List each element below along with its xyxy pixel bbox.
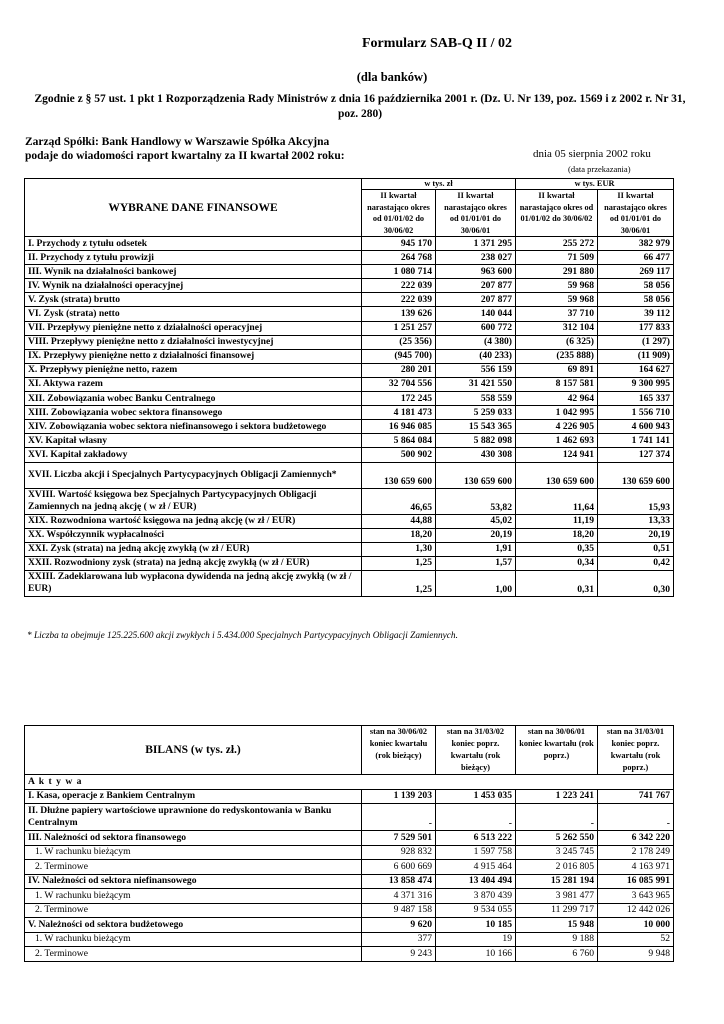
cell-value: - — [598, 804, 674, 831]
cell-value: 207 877 — [436, 293, 516, 307]
table-row — [25, 335, 674, 349]
group-eur-header: w tys. EUR — [516, 179, 674, 190]
cell-value: 164 627 — [598, 363, 674, 377]
table-row — [25, 349, 674, 363]
cell-value: 139 626 — [362, 307, 436, 321]
cell-value: 928 832 — [362, 845, 436, 860]
cell-value: 46,65 — [362, 488, 436, 514]
table-row — [25, 406, 674, 420]
cell-value: 1 223 241 — [516, 789, 598, 804]
form-subtitle: (dla banków) — [356, 70, 428, 84]
cell-value: 31 421 550 — [436, 377, 516, 391]
cell-value: 1,25 — [362, 556, 436, 570]
legal-basis: Zgodnie z § 57 ust. 1 pkt 1 Rozporządzenia Rady Ministrów z dnia 16 października 2001 r. (Dz. U. Nr 139, poz. 1569 i z 2002 r. Nr 31, poz. 280) — [34, 93, 686, 120]
table-row — [25, 570, 674, 596]
row-label: XVII. Liczba akcji i Specjalnych Partycypacyjnych Obligacji Zamiennych* — [25, 462, 362, 488]
section-row — [25, 775, 674, 790]
cell-value: 1 139 203 — [362, 789, 436, 804]
table-row — [25, 918, 674, 933]
cell-value: 20,19 — [598, 528, 674, 542]
cell-value: 58 056 — [598, 279, 674, 293]
financial-group-header-row — [25, 179, 674, 190]
cell-value: 10 000 — [598, 918, 674, 933]
table-row — [25, 251, 674, 265]
cell-value: (945 700) — [362, 349, 436, 363]
cell-value: 3 870 439 — [436, 889, 516, 904]
table-row — [25, 462, 674, 488]
cell-value: 1 080 714 — [362, 265, 436, 279]
cell-value: - — [516, 804, 598, 831]
cell-value: 1 371 295 — [436, 237, 516, 251]
row-label: XXI. Zysk (strata) na jedną akcję zwykłą (w zł / EUR) — [25, 542, 362, 556]
row-label: III. Wynik na działalności bankowej — [25, 265, 362, 279]
cell-value: 4 371 316 — [362, 889, 436, 904]
cell-value: 4 600 943 — [598, 420, 674, 434]
cell-value: 1 042 995 — [516, 406, 598, 420]
row-label: XI. Aktywa razem — [25, 377, 362, 391]
row-label: III. Należności od sektora finansowego — [25, 831, 362, 846]
cell-value: 39 112 — [598, 307, 674, 321]
cell-value: 741 767 — [598, 789, 674, 804]
row-label: XXIII. Zadeklarowana lub wypłacona dywidenda na jedną akcję zwykłą (w zł / EUR) — [25, 570, 362, 596]
cell-value: 945 170 — [362, 237, 436, 251]
row-label: 2. Terminowe — [25, 860, 362, 875]
cell-value: 71 509 — [516, 251, 598, 265]
cell-value: 6 513 222 — [436, 831, 516, 846]
cell-value: 53,82 — [436, 488, 516, 514]
table-row — [25, 789, 674, 804]
cell-value: - — [362, 804, 436, 831]
row-label: XIV. Zobowiązania wobec sektora niefinansowego i sektora budżetowego — [25, 420, 362, 434]
report-date: dnia 05 sierpnia 2002 roku — [533, 148, 651, 160]
row-label: XX. Współczynnik wypłacalności — [25, 528, 362, 542]
company-block — [25, 135, 345, 163]
cell-value: 7 529 501 — [362, 831, 436, 846]
cell-value: 127 374 — [598, 448, 674, 462]
cell-value: 382 979 — [598, 237, 674, 251]
cell-value: 11,19 — [516, 514, 598, 528]
cell-value: - — [436, 804, 516, 831]
row-label: XIX. Rozwodniona wartość księgowa na jedną akcję (w zł / EUR) — [25, 514, 362, 528]
column-header: II kwartał narastająco okres od 01/01/02 do 30/06/02 — [516, 190, 598, 237]
table-row — [25, 293, 674, 307]
cell-value: 130 659 600 — [598, 462, 674, 488]
table-row — [25, 514, 674, 528]
cell-value: 9 487 158 — [362, 903, 436, 918]
row-label: VII. Przepływy pieniężne netto z działalności operacyjnej — [25, 321, 362, 335]
cell-value: 222 039 — [362, 293, 436, 307]
table-row — [25, 542, 674, 556]
cell-value: 177 833 — [598, 321, 674, 335]
cell-value: 280 201 — [362, 363, 436, 377]
table-row — [25, 434, 674, 448]
cell-value: 19 — [436, 932, 516, 947]
row-label: IX. Przepływy pieniężne netto z działalności finansowej — [25, 349, 362, 363]
row-label: II. Przychody z tytułu prowizji — [25, 251, 362, 265]
cell-value: 9 620 — [362, 918, 436, 933]
row-label: XVI. Kapitał zakładowy — [25, 448, 362, 462]
cell-value: 9 300 995 — [598, 377, 674, 391]
cell-value: 1 453 035 — [436, 789, 516, 804]
cell-value: 124 941 — [516, 448, 598, 462]
cell-value: 556 159 — [436, 363, 516, 377]
cell-value: (1 297) — [598, 335, 674, 349]
table-row — [25, 420, 674, 434]
row-label: 1. W rachunku bieżącym — [25, 845, 362, 860]
table-row — [25, 932, 674, 947]
column-header: II kwartał narastająco okres od 01/01/01 do 30/06/01 — [598, 190, 674, 237]
cell-value: 52 — [598, 932, 674, 947]
financial-table-body — [25, 237, 674, 597]
table-row — [25, 845, 674, 860]
cell-value: 0,51 — [598, 542, 674, 556]
cell-value: 59 968 — [516, 279, 598, 293]
cell-value: 5 882 098 — [436, 434, 516, 448]
cell-value: 5 262 550 — [516, 831, 598, 846]
cell-value: 130 659 600 — [362, 462, 436, 488]
cell-value: 13 858 474 — [362, 874, 436, 889]
cell-value: 18,20 — [516, 528, 598, 542]
report-date-note: (data przekazania) — [568, 164, 631, 174]
cell-value: 291 880 — [516, 265, 598, 279]
row-label: 1. W rachunku bieżącym — [25, 889, 362, 904]
cell-value: 66 477 — [598, 251, 674, 265]
cell-value: 3 245 745 — [516, 845, 598, 860]
cell-value: (6 325) — [516, 335, 598, 349]
table-row — [25, 874, 674, 889]
cell-value: 6 600 669 — [362, 860, 436, 875]
cell-value: 255 272 — [516, 237, 598, 251]
row-label: VI. Zysk (strata) netto — [25, 307, 362, 321]
column-header: stan na 30/06/01 koniec kwartału (rok poprz.) — [516, 726, 598, 775]
cell-value: 9 948 — [598, 947, 674, 962]
cell-value: (25 356) — [362, 335, 436, 349]
cell-value: 377 — [362, 932, 436, 947]
cell-value: 1 556 710 — [598, 406, 674, 420]
cell-value: 0,35 — [516, 542, 598, 556]
cell-value: 8 157 581 — [516, 377, 598, 391]
column-header: II kwartał narastająco okres od 01/01/01 do 30/06/01 — [436, 190, 516, 237]
cell-value: 59 968 — [516, 293, 598, 307]
row-label: 2. Terminowe — [25, 947, 362, 962]
cell-value: 3 643 965 — [598, 889, 674, 904]
cell-value: 1,25 — [362, 570, 436, 596]
row-label: XIII. Zobowiązania wobec sektora finansowego — [25, 406, 362, 420]
cell-value: 222 039 — [362, 279, 436, 293]
financial-table-title: WYBRANE DANE FINANSOWE — [25, 179, 362, 237]
cell-value: 9 534 055 — [436, 903, 516, 918]
row-label: IV. Należności od sektora niefinansowego — [25, 874, 362, 889]
cell-value: 312 104 — [516, 321, 598, 335]
balance-table-title: BILANS (w tys. zł.) — [25, 726, 362, 775]
cell-value: 15,93 — [598, 488, 674, 514]
cell-value: 600 772 — [436, 321, 516, 335]
cell-value: 130 659 600 — [436, 462, 516, 488]
cell-value: 10 166 — [436, 947, 516, 962]
table-row — [25, 831, 674, 846]
cell-value: (11 909) — [598, 349, 674, 363]
table-row — [25, 237, 674, 251]
cell-value: 1,91 — [436, 542, 516, 556]
cell-value: 15 543 365 — [436, 420, 516, 434]
table-row — [25, 363, 674, 377]
cell-value: 4 226 905 — [516, 420, 598, 434]
cell-value: 4 163 971 — [598, 860, 674, 875]
balance-sheet-table — [24, 725, 674, 962]
cell-value: 1 251 257 — [362, 321, 436, 335]
cell-value: 13,33 — [598, 514, 674, 528]
table-row — [25, 377, 674, 391]
cell-value: 9 188 — [516, 932, 598, 947]
row-label: 1. W rachunku bieżącym — [25, 932, 362, 947]
cell-value: 1 597 758 — [436, 845, 516, 860]
row-label: XVIII. Wartość księgowa bez Specjalnych Partycypacyjnych Obligacji Zamiennych na jedną akcję ( w zł / EUR) — [25, 488, 362, 514]
row-label: XII. Zobowiązania wobec Banku Centralnego — [25, 392, 362, 406]
cell-value: 1 741 141 — [598, 434, 674, 448]
cell-value: 18,20 — [362, 528, 436, 542]
company-line: Zarząd Spółki: Bank Handlowy w Warszawie Spółka Akcyjna — [25, 136, 330, 148]
cell-value: 165 337 — [598, 392, 674, 406]
cell-value: 16 085 991 — [598, 874, 674, 889]
table-row — [25, 488, 674, 514]
financial-data-table — [24, 178, 674, 597]
cell-value: (235 888) — [516, 349, 598, 363]
cell-value: 238 027 — [436, 251, 516, 265]
cell-value: 130 659 600 — [516, 462, 598, 488]
cell-value: 45,02 — [436, 514, 516, 528]
column-header: II kwartał narastająco okres od 01/01/02 do 30/06/02 — [362, 190, 436, 237]
table-row — [25, 279, 674, 293]
table-row — [25, 947, 674, 962]
balance-header-row — [25, 726, 674, 775]
cell-value: 16 946 085 — [362, 420, 436, 434]
cell-value: 6 342 220 — [598, 831, 674, 846]
cell-value: 1 462 693 — [516, 434, 598, 448]
cell-value: 140 044 — [436, 307, 516, 321]
report-line: podaje do wiadomości raport kwartalny za II kwartał 2002 roku: — [25, 150, 345, 162]
cell-value: 37 710 — [516, 307, 598, 321]
cell-value: 3 981 477 — [516, 889, 598, 904]
cell-value: (4 380) — [436, 335, 516, 349]
cell-value: 11 299 717 — [516, 903, 598, 918]
column-header: stan na 31/03/01 koniec poprz. kwartału (rok poprz.) — [598, 726, 674, 775]
cell-value: 0,31 — [516, 570, 598, 596]
cell-value: 5 864 084 — [362, 434, 436, 448]
cell-value: 9 243 — [362, 947, 436, 962]
cell-value: 1,57 — [436, 556, 516, 570]
row-label: I. Kasa, operacje z Bankiem Centralnym — [25, 789, 362, 804]
cell-value: 32 704 556 — [362, 377, 436, 391]
balance-table-body — [25, 789, 674, 961]
table-row — [25, 528, 674, 542]
table-row — [25, 448, 674, 462]
cell-value: 10 185 — [436, 918, 516, 933]
cell-value: 1,30 — [362, 542, 436, 556]
cell-value: 172 245 — [362, 392, 436, 406]
cell-value: 207 877 — [436, 279, 516, 293]
cell-value: 1,00 — [436, 570, 516, 596]
column-header: stan na 31/03/02 koniec poprz. kwartału (rok bieżący) — [436, 726, 516, 775]
table-row — [25, 889, 674, 904]
cell-value: 42 964 — [516, 392, 598, 406]
table-row — [25, 321, 674, 335]
table-row — [25, 804, 674, 831]
cell-value: 69 891 — [516, 363, 598, 377]
row-label: 2. Terminowe — [25, 903, 362, 918]
table-row — [25, 307, 674, 321]
group-pln-header: w tys. zł — [362, 179, 516, 190]
cell-value: 2 016 805 — [516, 860, 598, 875]
row-label: II. Dłużne papiery wartościowe uprawnione do redyskontowania w Banku Centralnym — [25, 804, 362, 831]
footnote: * Liczba ta obejmuje 125.225.600 akcji zwykłych i 5.434.000 Specjalnych Partycypacyjnych Obligacji Zamiennych. — [27, 631, 458, 641]
table-row — [25, 860, 674, 875]
cell-value: 0,34 — [516, 556, 598, 570]
row-label: X. Przepływy pieniężne netto, razem — [25, 363, 362, 377]
row-label: XV. Kapitał własny — [25, 434, 362, 448]
cell-value: 558 559 — [436, 392, 516, 406]
cell-value: 58 056 — [598, 293, 674, 307]
row-label: XXII. Rozwodniony zysk (strata) na jedną akcję zwykłą (w zł / EUR) — [25, 556, 362, 570]
cell-value: 500 902 — [362, 448, 436, 462]
table-row — [25, 556, 674, 570]
cell-value: 0,30 — [598, 570, 674, 596]
column-header: stan na 30/06/02 koniec kwartału (rok bieżący) — [362, 726, 436, 775]
cell-value: 15 948 — [516, 918, 598, 933]
cell-value: 5 259 033 — [436, 406, 516, 420]
cell-value: 13 404 494 — [436, 874, 516, 889]
table-row — [25, 903, 674, 918]
cell-value: 20,19 — [436, 528, 516, 542]
row-label: I. Przychody z tytułu odsetek — [25, 237, 362, 251]
row-label: V. Należności od sektora budżetowego — [25, 918, 362, 933]
row-label: VIII. Przepływy pieniężne netto z działalności inwestycyjnej — [25, 335, 362, 349]
form-title: Formularz SAB-Q II / 02 — [361, 36, 513, 51]
cell-value: 269 117 — [598, 265, 674, 279]
cell-value: 4 915 464 — [436, 860, 516, 875]
cell-value: 44,88 — [362, 514, 436, 528]
section-label: A k t y w a — [25, 775, 674, 790]
table-row — [25, 392, 674, 406]
cell-value: 15 281 194 — [516, 874, 598, 889]
row-label: IV. Wynik na działalności operacyjnej — [25, 279, 362, 293]
cell-value: 264 768 — [362, 251, 436, 265]
cell-value: 4 181 473 — [362, 406, 436, 420]
cell-value: 11,64 — [516, 488, 598, 514]
cell-value: 6 760 — [516, 947, 598, 962]
cell-value: 0,42 — [598, 556, 674, 570]
cell-value: 430 308 — [436, 448, 516, 462]
table-row — [25, 265, 674, 279]
cell-value: 12 442 026 — [598, 903, 674, 918]
cell-value: 963 600 — [436, 265, 516, 279]
cell-value: (40 233) — [436, 349, 516, 363]
cell-value: 2 178 249 — [598, 845, 674, 860]
row-label: V. Zysk (strata) brutto — [25, 293, 362, 307]
